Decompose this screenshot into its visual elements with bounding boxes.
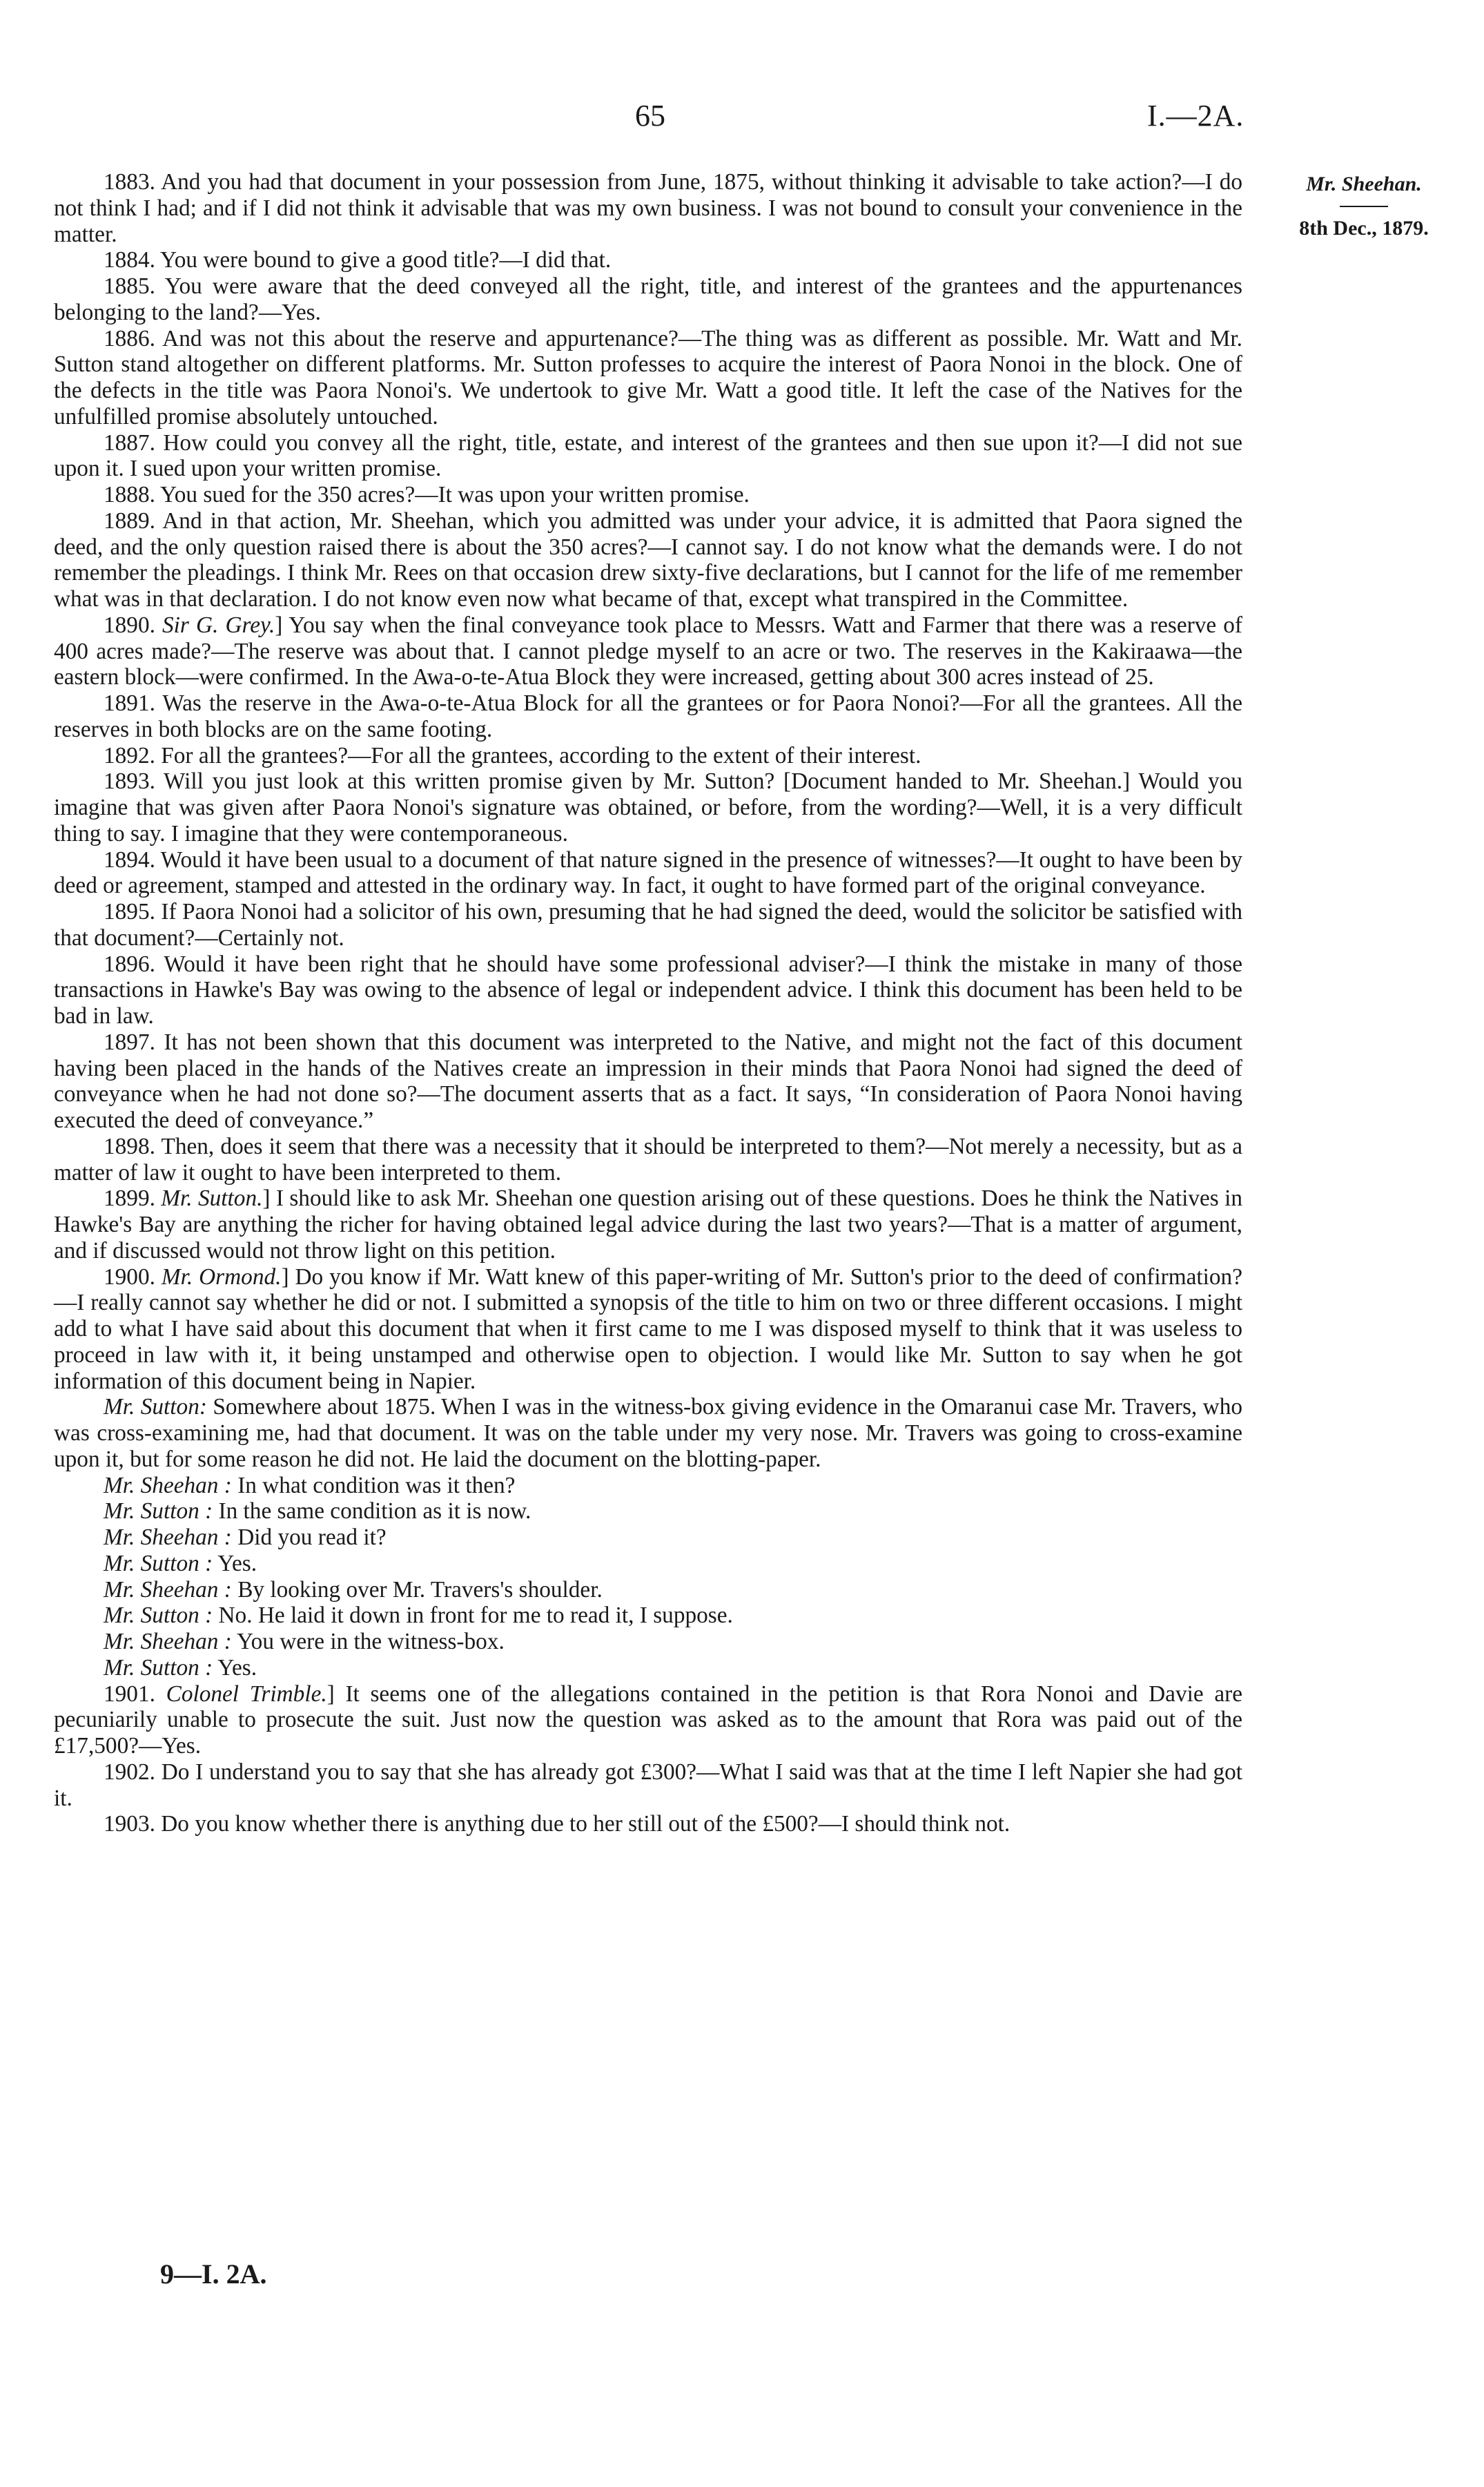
evidence-paragraph: [54, 1759, 1242, 1812]
speaker-name: Colonel Trimble.: [166, 1681, 327, 1707]
speaker-name: Mr. Sheehan :: [104, 1525, 232, 1550]
evidence-paragraph: [54, 1029, 1242, 1134]
evidence-paragraph: [54, 951, 1242, 1029]
paragraph-text: Yes.: [213, 1550, 257, 1576]
evidence-paragraph: [54, 1473, 1242, 1499]
paper-reference: I.—2A.: [1147, 99, 1244, 133]
evidence-paragraph: [54, 768, 1242, 846]
speaker-name: Mr. Ormond.: [161, 1264, 282, 1290]
paragraph-text: 1903. Do you know whether there is anything due to her still out of the £500?—I should think not.: [104, 1811, 1011, 1837]
evidence-paragraph: [54, 1681, 1242, 1759]
question-number: 1899.: [104, 1186, 162, 1212]
paragraph-text: 1894. Would it have been usual to a document of that nature signed in the presence of witnesses?—It ought to have been by deed or agreement, stamped and attested in the ordinary way. In fact, it ought to have formed part of the original conveyance.: [54, 846, 1242, 899]
evidence-paragraph: [54, 1603, 1242, 1629]
evidence-paragraph: [54, 1811, 1242, 1837]
paragraph-text: 1891. Was the reserve in the Awa-o-te-Atua Block for all the grantees or for Paora Nonoi?—For all the grantees. All the reserves in both blocks are on the same footing.: [54, 690, 1242, 742]
evidence-paragraph: [54, 1577, 1242, 1603]
evidence-paragraph: [54, 1394, 1242, 1472]
paragraph-text: ] I should like to ask Mr. Sheehan one question arising out of these questions. Does he think the Natives in Hawke's Bay are anything the richer for having obtained legal advice during the last two years?—That is a matter of argument, and if discussed would not throw light on this petition.: [54, 1186, 1242, 1264]
evidence-paragraph: [54, 899, 1242, 951]
margin-note: [1260, 173, 1467, 240]
paragraph-text: 1893. Will you just look at this written promise given by Mr. Sutton? [Document handed to Mr. Sheehan.] Would you imagine that was given after Paora Nonoi's signature was obtained, or before, from the wording?—Well, it is a very difficult thing to say. I imagine that they were contemporaneous.: [54, 768, 1242, 846]
margin-witness-name: Mr. Sheehan.: [1306, 173, 1422, 195]
evidence-paragraph: [54, 690, 1242, 743]
question-number: 1890.: [104, 612, 163, 638]
paragraph-text: 1895. If Paora Nonoi had a solicitor of his own, presuming that he had signed the deed, would the solicitor be satisfied with that document?—Certainly not.: [54, 899, 1242, 951]
evidence-paragraph: [54, 169, 1242, 247]
paragraph-text: In what condition was it then?: [231, 1472, 516, 1498]
speaker-name: Mr. Sheehan :: [104, 1629, 232, 1654]
evidence-paragraph: [54, 1551, 1242, 1577]
paragraph-text: Yes.: [213, 1654, 257, 1681]
footer-signature: 9—I. 2A.: [160, 2258, 267, 2290]
paragraph-text: 1902. Do I understand you to say that she has already got £300?—What I said was that at the time I left Napier she had got it.: [54, 1759, 1242, 1811]
evidence-paragraph: [54, 1264, 1242, 1395]
paragraph-text: You were in the witness-box.: [231, 1629, 505, 1654]
evidence-paragraph: [54, 1186, 1242, 1264]
speaker-name: Mr. Sutton :: [104, 1603, 213, 1629]
speaker-name: Mr. Sutton.: [161, 1186, 263, 1212]
evidence-paragraph: [54, 1498, 1242, 1525]
paragraph-text: 1898. Then, does it seem that there was a necessity that it should be interpreted to them?—Not merely a necessity, but as a matter of law it ought to have been interpreted to them.: [54, 1133, 1242, 1186]
speaker-name: Mr. Sutton :: [104, 1654, 213, 1681]
evidence-body: [54, 169, 1242, 1837]
page-number: 65: [635, 99, 665, 133]
speaker-name: Mr. Sutton:: [104, 1394, 207, 1420]
evidence-paragraph: [54, 612, 1242, 690]
evidence-paragraph: [54, 273, 1242, 326]
paragraph-text: 1892. For all the grantees?—For all the grantees, according to the extent of their interest.: [104, 742, 921, 768]
paragraph-text: 1884. You were bound to give a good title?—I did that.: [104, 247, 612, 273]
paragraph-text: 1888. You sued for the 350 acres?—It was upon your written promise.: [104, 482, 750, 507]
paragraph-text: 1886. And was not this about the reserve and appurtenance?—The thing was as different as possible. Mr. Watt and Mr. Sutton stand altogether on different platforms. Mr. Sutton professes to acquire the interest of Paora Nonoi in the block. One of the defects in the title was Paora Nonoi's. We undertook to give Mr. Watt a good title. It left the case of the Natives for the unfulfilled promise absolutely untouched.: [54, 325, 1242, 429]
evidence-paragraph: [54, 1525, 1242, 1551]
evidence-paragraph: [54, 247, 1242, 273]
evidence-paragraph: [54, 508, 1242, 612]
margin-divider: [1340, 206, 1388, 207]
paragraph-text: ] It seems one of the allegations contained in the petition is that Rora Nonoi and Davie are pecuniarily unable to prosecute the suit. Just now the question was asked as to the amount that Rora was paid out of the £17,500?—Yes.: [54, 1681, 1242, 1759]
evidence-paragraph: [54, 847, 1242, 900]
evidence-paragraph: [54, 743, 1242, 769]
question-number: 1901.: [104, 1681, 166, 1707]
paragraph-text: Somewhere about 1875. When I was in the witness-box giving evidence in the Omaranui case Mr. Travers, who was cross-examining me, had that document. It was on the table under my very nose. Mr. Travers was going to cross-examine upon it, but for some reason he did not. He laid the document on the blotting-paper.: [54, 1394, 1242, 1472]
speaker-name: Mr. Sheehan :: [104, 1576, 232, 1603]
speaker-name: Mr. Sutton :: [104, 1550, 213, 1576]
paragraph-text: No. He laid it down in front for me to read it, I suppose.: [213, 1603, 733, 1629]
evidence-paragraph: [54, 1629, 1242, 1655]
paragraph-text: 1889. And in that action, Mr. Sheehan, which you admitted was under your advice, it is admitted that Paora signed the deed, and the only question raised there is about the 350 acres?—I cannot say. I do not know what the demands were. I do not remember the pleadings. I think Mr. Rees on that occasion drew sixty-five declarations, but I cannot for the life of me remember what was in that declaration. I do not know even now what became of that, except what transpired in the Committee.: [54, 507, 1242, 612]
speaker-name: Sir G. Grey.: [162, 612, 275, 638]
paragraph-text: 1896. Would it have been right that he should have some professional adviser?—I think the mistake in many of those transactions in Hawke's Bay was owing to the absence of legal or independent advice. I think this document has been held to be bad in law.: [54, 951, 1242, 1029]
speaker-name: Mr. Sheehan :: [104, 1472, 232, 1498]
paragraph-text: 1887. How could you convey all the right, title, estate, and interest of the grantees and then sue upon it?—I did not sue upon it. I sued upon your written promise.: [54, 429, 1242, 482]
evidence-paragraph: [54, 430, 1242, 483]
paragraph-text: Did you read it?: [231, 1525, 387, 1550]
evidence-paragraph: [54, 326, 1242, 430]
evidence-paragraph: [54, 1134, 1242, 1186]
paragraph-text: In the same condition as it is now.: [213, 1498, 531, 1525]
evidence-paragraph: [54, 1655, 1242, 1681]
paragraph-text: ] You say when the final conveyance took place to Messrs. Watt and Farmer that there was a reserve of 400 acres made?—The reserve was about that. I cannot pledge myself to an acre or two. The reserves in the Kakiraawa—the eastern block—were confirmed. In the Awa-o-te-Atua Block they were increased, getting about 300 acres instead of 25.: [54, 612, 1242, 690]
speaker-name: Mr. Sutton :: [104, 1498, 213, 1525]
paragraph-text: By looking over Mr. Travers's shoulder.: [231, 1576, 603, 1603]
paragraph-text: ] Do you know if Mr. Watt knew of this paper-writing of Mr. Sutton's prior to the deed of confirmation?—I really cannot say whether he did or not. I submitted a synopsis of the title to him on two or three different occasions. I might add to what I have said about this document that when it first came to me I was disposed myself to think that it was useless to proceed in law with it, it being unstamped and otherwise open to objection. I would like Mr. Sutton to say when he got information of this document being in Napier.: [54, 1264, 1242, 1394]
evidence-paragraph: [54, 482, 1242, 508]
paragraph-text: 1883. And you had that document in your possession from June, 1875, without thinking it advisable to take action?—I do not think I had; and if I did not think it advisable that was my own business. I was not bound to consult your convenience in the matter.: [54, 169, 1242, 247]
paragraph-text: 1885. You were aware that the deed conveyed all the right, title, and interest of the grantees and the appurtenances belonging to the land?—Yes.: [54, 273, 1242, 325]
question-number: 1900.: [104, 1264, 162, 1290]
margin-date: 8th Dec., 1879.: [1299, 217, 1429, 240]
paragraph-text: 1897. It has not been shown that this document was interpreted to the Native, and might not the fact of this document having been placed in the hands of the Natives create an impression in their minds that Paora Nonoi had signed the deed of conveyance when he had not done so?—The document asserts that as a fact. It says, “In consideration of Paora Nonoi having executed the deed of conveyance.”: [54, 1029, 1242, 1133]
